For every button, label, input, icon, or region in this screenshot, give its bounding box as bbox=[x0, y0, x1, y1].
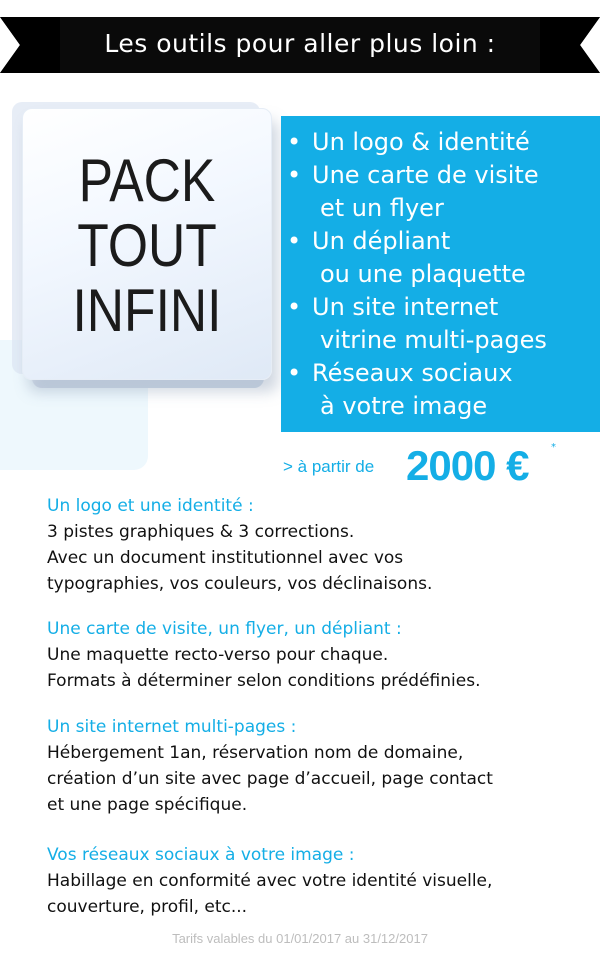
bullet-icon: • bbox=[287, 161, 302, 189]
detail-title: Un logo et une identité : bbox=[47, 496, 254, 516]
feature-item-continuation: vitrine multi-pages bbox=[320, 326, 547, 354]
detail-social bbox=[47, 842, 492, 920]
detail-line: Habillage en conformité avec votre identité visuelle, bbox=[47, 871, 493, 891]
detail-line: création d’un site avec page d’accueil, page contact bbox=[47, 769, 493, 789]
bullet-icon: • bbox=[287, 359, 302, 387]
detail-title: Une carte de visite, un flyer, un dépliant : bbox=[47, 619, 402, 639]
feature-item-continuation: à votre image bbox=[320, 392, 488, 420]
feature-item-continuation: ou une plaquette bbox=[320, 260, 526, 288]
price-block bbox=[283, 442, 583, 489]
detail-title: Vos réseaux sociaux à votre image : bbox=[47, 845, 355, 865]
detail-line: Une maquette recto-verso pour chaque. bbox=[47, 645, 389, 665]
feature-item: • Un site internet bbox=[287, 291, 600, 324]
detail-line: Formats à déterminer selon conditions prédéfinies. bbox=[47, 671, 481, 691]
validity-footer: Tarifs valables du 01/01/2017 au 31/12/2017 bbox=[172, 931, 428, 946]
pack-title-line-3: INFINI bbox=[72, 277, 222, 344]
feature-item-continuation: et un flyer bbox=[320, 194, 444, 222]
detail-line: Avec un document institutionnel avec vos bbox=[47, 548, 404, 568]
detail-line: typographies, vos couleurs, vos déclinaisons. bbox=[47, 574, 433, 594]
detail-line: 3 pistes graphiques & 3 corrections. bbox=[47, 522, 355, 542]
detail-logo bbox=[47, 493, 432, 597]
features-list bbox=[281, 116, 600, 423]
banner-title: Les outils pour aller plus loin : bbox=[104, 29, 496, 58]
pack-box-face bbox=[22, 108, 272, 380]
pack-title-line-1: PACK bbox=[78, 147, 216, 214]
header-banner bbox=[0, 17, 600, 73]
bullet-icon: • bbox=[287, 227, 302, 255]
pack-title-line-2: TOUT bbox=[77, 212, 217, 279]
bullet-icon: • bbox=[287, 293, 302, 321]
feature-item: • Un dépliant bbox=[287, 225, 600, 258]
price-amount: 2000 € bbox=[406, 442, 529, 489]
price-asterisk: * bbox=[551, 442, 556, 453]
pack-box-illustration bbox=[22, 108, 270, 380]
feature-item: • Un logo & identité bbox=[287, 126, 600, 159]
detail-line: couverture, profil, etc... bbox=[47, 897, 248, 917]
detail-line: et une page spécifique. bbox=[47, 795, 248, 815]
features-panel bbox=[281, 116, 600, 432]
detail-print bbox=[47, 616, 480, 694]
bullet-icon: • bbox=[287, 128, 302, 156]
detail-title: Un site internet multi-pages : bbox=[47, 717, 297, 737]
price-prefix: > à partir de bbox=[283, 457, 375, 476]
detail-website bbox=[47, 714, 493, 818]
feature-item: • Une carte de visite bbox=[287, 159, 600, 192]
feature-item: • Réseaux sociaux bbox=[287, 357, 600, 390]
detail-line: Hébergement 1an, réservation nom de domaine, bbox=[47, 743, 464, 763]
